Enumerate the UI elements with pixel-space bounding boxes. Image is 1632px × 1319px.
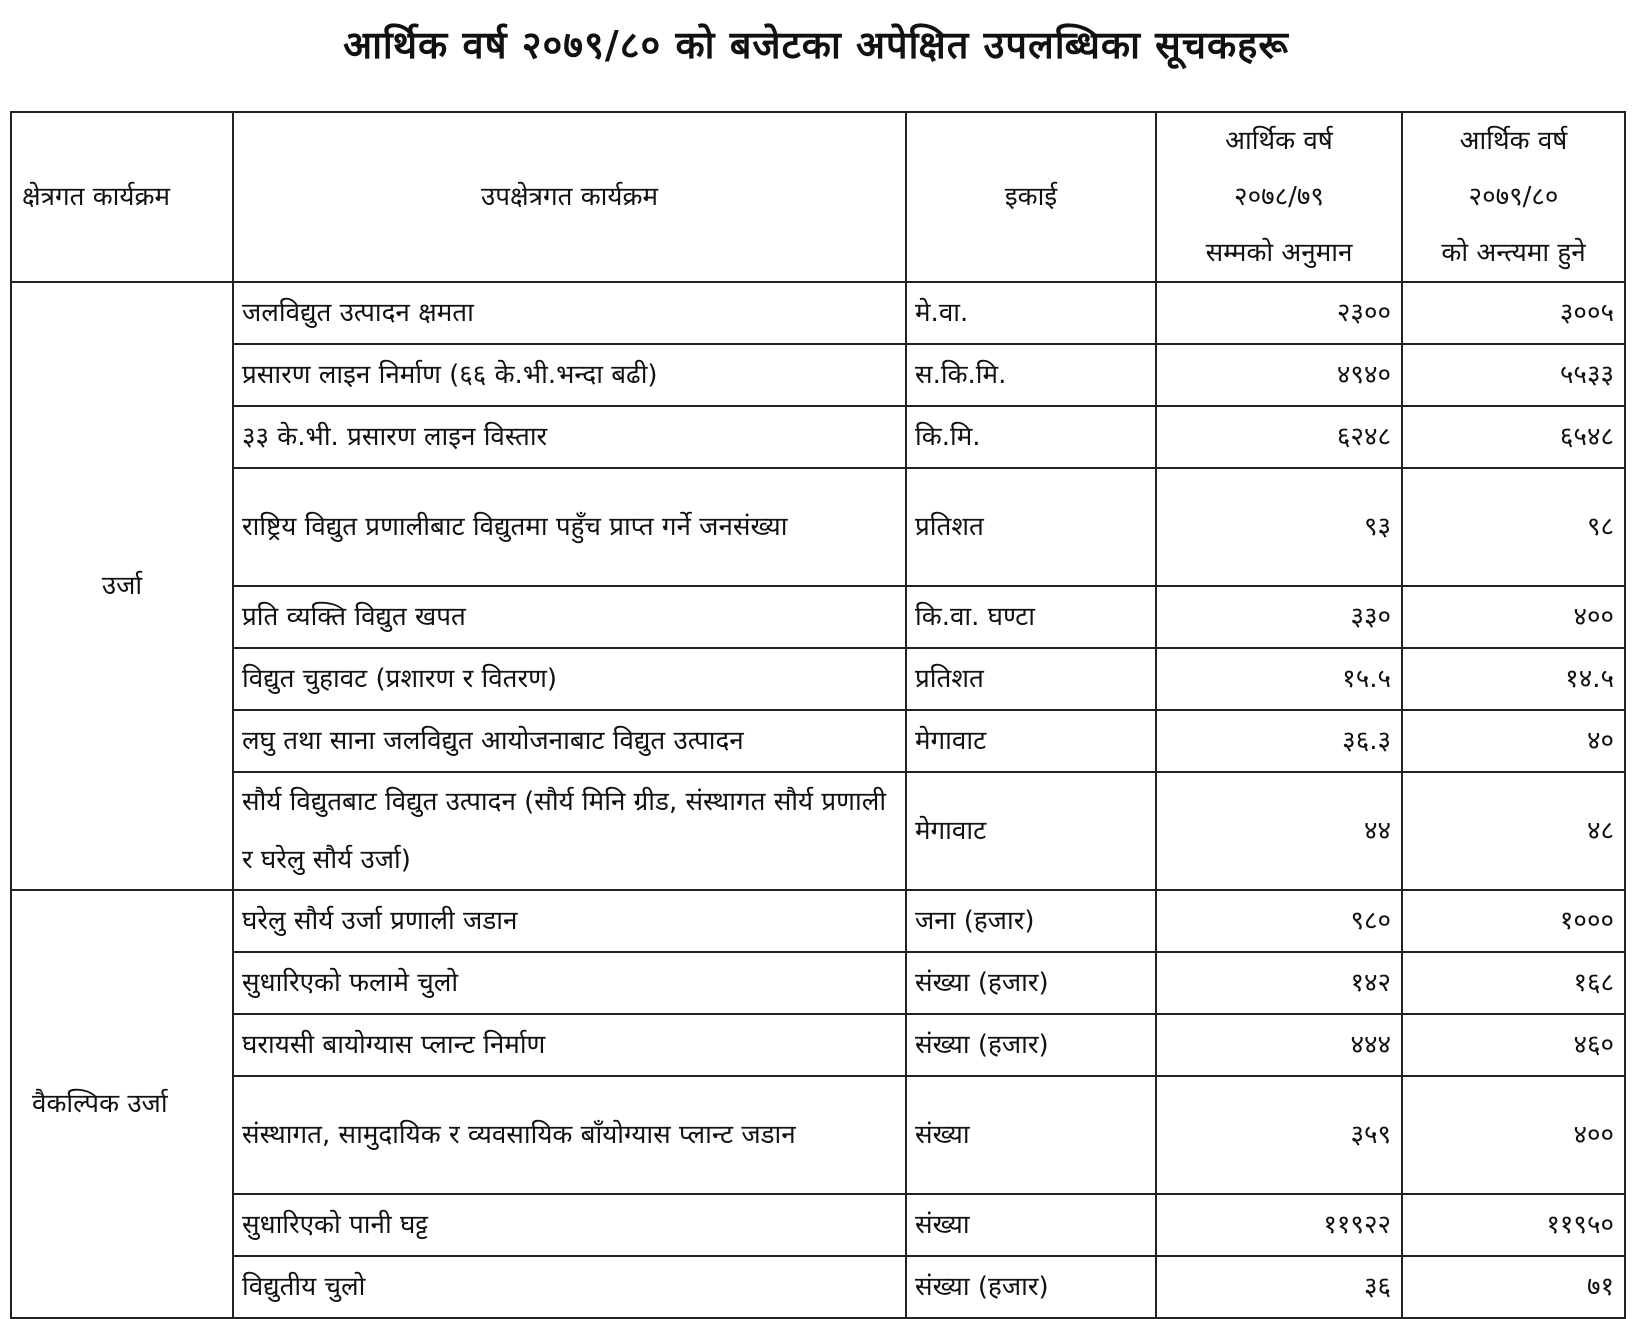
header-fy1-line2: २०७८/७९: [1234, 182, 1324, 212]
fy2-value-cell: १४.५: [1402, 648, 1625, 710]
fy1-value-cell: १५.५: [1156, 648, 1402, 710]
fy2-value-cell: ११९५०: [1402, 1194, 1625, 1256]
fy1-value-cell: २३००: [1156, 282, 1402, 344]
table-row: [11, 1014, 1625, 1076]
table-row: [11, 1256, 1625, 1318]
unit-cell: संख्या (हजार): [906, 1256, 1156, 1318]
program-cell: सुधारिएको पानी घट्ट: [233, 1194, 906, 1256]
program-cell: प्रति व्यक्ति विद्युत खपत: [233, 586, 906, 648]
unit-cell: प्रतिशत: [906, 648, 1156, 710]
table-row: [11, 406, 1625, 468]
unit-cell: प्रतिशत: [906, 468, 1156, 586]
header-fy2-line3: को अन्त्यमा हुने: [1441, 238, 1586, 268]
table-row: [11, 1076, 1625, 1194]
header-sector: क्षेत्रगत कार्यक्रम: [11, 112, 233, 282]
table-row: [11, 772, 1625, 890]
fy2-value-cell: ५५३३: [1402, 344, 1625, 406]
header-fy2-line1: आर्थिक वर्ष: [1459, 126, 1568, 156]
fy2-value-cell: १०००: [1402, 890, 1625, 952]
header-fy-2078-79: [1156, 112, 1402, 282]
unit-cell: मेगावाट: [906, 710, 1156, 772]
unit-cell: कि.मि.: [906, 406, 1156, 468]
fy2-value-cell: १६८: [1402, 952, 1625, 1014]
fy1-value-cell: ११९२२: [1156, 1194, 1402, 1256]
table-row: [11, 282, 1625, 344]
indicators-table: [10, 111, 1626, 1319]
header-fy1-line1: आर्थिक वर्ष: [1225, 126, 1333, 156]
program-cell: घरेलु सौर्य उर्जा प्रणाली जडान: [233, 890, 906, 952]
unit-cell: संख्या: [906, 1194, 1156, 1256]
program-cell: राष्ट्रिय विद्युत प्रणालीबाट विद्युतमा पहुँच प्राप्त गर्ने जनसंख्या: [233, 468, 906, 586]
table-row: [11, 890, 1625, 952]
fy2-value-cell: ४८: [1402, 772, 1625, 890]
table-row: [11, 468, 1625, 586]
header-fy2-line2: २०७९/८०: [1468, 182, 1559, 212]
unit-cell: स.कि.मि.: [906, 344, 1156, 406]
program-cell: प्रसारण लाइन निर्माण (६६ के.भी.भन्दा बढी): [233, 344, 906, 406]
table-row: [11, 586, 1625, 648]
program-cell: विद्युत चुहावट (प्रशारण र वितरण): [233, 648, 906, 710]
fy2-value-cell: ४००: [1402, 586, 1625, 648]
fy1-value-cell: ३५९: [1156, 1076, 1402, 1194]
fy1-value-cell: ३६.३: [1156, 710, 1402, 772]
header-fy-2079-80: [1402, 112, 1625, 282]
sector-cell-alternative-energy: वैकल्पिक उर्जा: [11, 890, 233, 1318]
unit-cell: कि.वा. घण्टा: [906, 586, 1156, 648]
table-row: [11, 648, 1625, 710]
program-cell: सौर्य विद्युतबाट विद्युत उत्पादन (सौर्य मिनि ग्रीड, संस्थागत सौर्य प्रणाली र घरेलु सौर्य उर्जा): [233, 772, 906, 890]
page-title: आर्थिक वर्ष २०७९/८० को बजेटका अपेक्षित उपलब्धिका सूचकहरू: [343, 23, 1289, 67]
unit-cell: मे.वा.: [906, 282, 1156, 344]
fy1-value-cell: ४४४: [1156, 1014, 1402, 1076]
program-cell: ३३ के.भी. प्रसारण लाइन विस्तार: [233, 406, 906, 468]
program-cell: जलविद्युत उत्पादन क्षमता: [233, 282, 906, 344]
fy1-value-cell: ६२४८: [1156, 406, 1402, 468]
table-body: [11, 282, 1625, 1318]
fy1-value-cell: ४४: [1156, 772, 1402, 890]
header-subsector: उपक्षेत्रगत कार्यक्रम: [233, 112, 906, 282]
fy2-value-cell: ७१: [1402, 1256, 1625, 1318]
program-cell: सुधारिएको फलामे चुलो: [233, 952, 906, 1014]
fy2-value-cell: ६५४८: [1402, 406, 1625, 468]
unit-cell: संख्या (हजार): [906, 952, 1156, 1014]
header-fy1-line3: सम्मको अनुमान: [1205, 238, 1353, 268]
fy1-value-cell: ९८०: [1156, 890, 1402, 952]
unit-cell: संख्या (हजार): [906, 1014, 1156, 1076]
fy1-value-cell: ३६: [1156, 1256, 1402, 1318]
fy2-value-cell: ४००: [1402, 1076, 1625, 1194]
header-unit: इकाई: [906, 112, 1156, 282]
program-cell: संस्थागत, सामुदायिक र व्यवसायिक बाँयोग्यास प्लान्ट जडान: [233, 1076, 906, 1194]
program-cell: घरायसी बायोग्यास प्लान्ट निर्माण: [233, 1014, 906, 1076]
fy2-value-cell: ४६०: [1402, 1014, 1625, 1076]
unit-cell: संख्या: [906, 1076, 1156, 1194]
table-row: [11, 1194, 1625, 1256]
table-row: [11, 344, 1625, 406]
fy2-value-cell: ३००५: [1402, 282, 1625, 344]
fy2-value-cell: ४०: [1402, 710, 1625, 772]
table-row: [11, 710, 1625, 772]
table-row: [11, 952, 1625, 1014]
sector-cell-energy: उर्जा: [11, 282, 233, 890]
fy1-value-cell: १४२: [1156, 952, 1402, 1014]
fy2-value-cell: ९८: [1402, 468, 1625, 586]
fy1-value-cell: ४९४०: [1156, 344, 1402, 406]
fy1-value-cell: ९३: [1156, 468, 1402, 586]
fy1-value-cell: ३३०: [1156, 586, 1402, 648]
unit-cell: जना (हजार): [906, 890, 1156, 952]
table-header: [11, 112, 1625, 282]
program-cell: विद्युतीय चुलो: [233, 1256, 906, 1318]
program-cell: लघु तथा साना जलविद्युत आयोजनाबाट विद्युत उत्पादन: [233, 710, 906, 772]
unit-cell: मेगावाट: [906, 772, 1156, 890]
